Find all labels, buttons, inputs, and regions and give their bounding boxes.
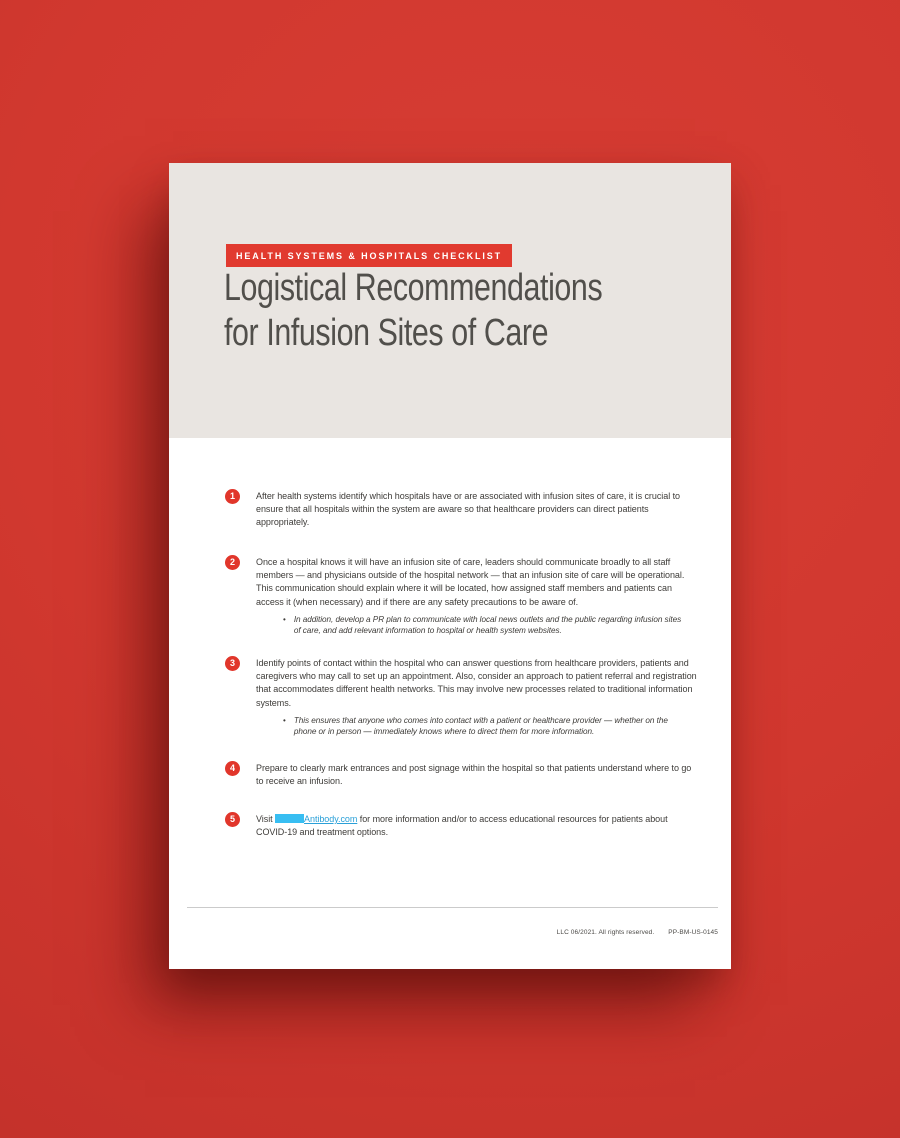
footer-divider bbox=[187, 907, 718, 908]
document-title-line1: Logistical Recommendations bbox=[224, 267, 603, 309]
item-text-prefix: Visit bbox=[256, 814, 276, 824]
item-text bbox=[256, 813, 698, 839]
checklist-item-4 bbox=[225, 762, 707, 788]
item-subbullet bbox=[256, 614, 683, 636]
document-page bbox=[169, 163, 731, 969]
antibody-website-link[interactable]: Antibody.com bbox=[304, 814, 358, 824]
item-number-badge: 4 bbox=[225, 761, 240, 776]
document-title bbox=[224, 266, 602, 356]
document-header bbox=[169, 163, 731, 438]
item-text: After health systems identify which hospitals have or are associated with infusion sites of care, it is crucial to ensure that all hospitals within the system are aware so that healthcare providers can direct patients appropriately. bbox=[256, 491, 680, 528]
item-text-block bbox=[256, 762, 698, 788]
item-text-suffix: for more information and/or to access educational resources for patients about COVID-19 and treatment options. bbox=[256, 814, 668, 838]
footer-copyright: LLC 06/2021. All rights reserved. bbox=[556, 929, 655, 936]
item-text-block bbox=[256, 813, 698, 839]
item-subbullet bbox=[256, 715, 683, 737]
footer-legal bbox=[557, 929, 718, 936]
checklist-item-5 bbox=[225, 813, 707, 839]
item-text-block bbox=[256, 556, 698, 636]
item-number-badge: 1 bbox=[225, 489, 240, 504]
checklist-item-1 bbox=[225, 490, 707, 530]
checklist-item-3 bbox=[225, 657, 707, 737]
item-subbullet-text: In addition, develop a PR plan to communicate with local news outlets and the public regarding infusion sites of care, and add relevant information to hospital or health system websites. bbox=[293, 614, 682, 635]
item-text-block bbox=[256, 490, 698, 530]
document-title-line2: for Infusion Sites of Care bbox=[224, 312, 549, 354]
item-text: Identify points of contact within the hospital who can answer questions from healthcare providers, patients and caregivers who may call to set up an appointment. Also, consider an approach to patient referral and registration that accommodates different health networks. This may involve new processes related to traditional information systems. bbox=[256, 658, 697, 708]
redacted-text-highlight bbox=[275, 814, 304, 823]
bullet-icon: • bbox=[283, 614, 286, 624]
item-number-badge: 3 bbox=[225, 656, 240, 671]
item-number-badge: 5 bbox=[225, 812, 240, 827]
checklist-item-2 bbox=[225, 556, 707, 636]
category-badge: HEALTH SYSTEMS & HOSPITALS CHECKLIST bbox=[226, 244, 512, 267]
footer-job-code: PP-BM-US-0145 bbox=[668, 929, 718, 936]
item-text-block bbox=[256, 657, 698, 737]
item-text: Prepare to clearly mark entrances and post signage within the hospital so that patients understand where to go to receive an infusion. bbox=[256, 763, 692, 787]
item-text: Once a hospital knows it will have an infusion site of care, leaders should communicate broadly to all staff members — and physicians outside of the hospital network — that an infusion site of care will be operational. This communication should explain where it will be located, how assigned staff members and patients can access it (when necessary) and if there are any safety precautions to be aware of. bbox=[256, 557, 685, 607]
item-subbullet-text: This ensures that anyone who comes into contact with a patient or healthcare provider — whether on the phone or in person — immediately knows where to direct them for more information. bbox=[293, 715, 668, 736]
item-number-badge: 2 bbox=[225, 555, 240, 570]
bullet-icon: • bbox=[283, 715, 286, 725]
